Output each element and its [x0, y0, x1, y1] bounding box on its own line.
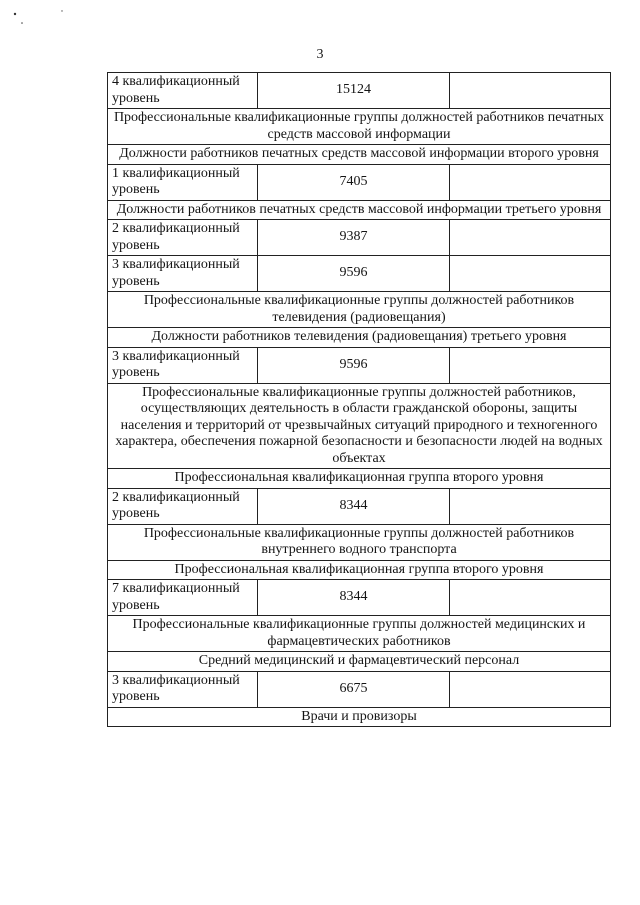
salary-table — [107, 72, 611, 727]
empty-cell — [450, 488, 611, 524]
qualification-level-label: 2 квалификационный уровень — [108, 488, 258, 524]
qualification-level-label: 1 квалификационный уровень — [108, 164, 258, 200]
qualification-level-label: 3 квалификационный уровень — [108, 256, 258, 292]
empty-cell — [450, 73, 611, 109]
heading-row — [108, 469, 611, 489]
heading-row — [108, 560, 611, 580]
group-heading: Должности работников печатных средств массовой информации второго уровня — [108, 145, 611, 165]
level-row — [108, 347, 611, 383]
heading-row — [108, 328, 611, 348]
salary-value: 9596 — [258, 347, 450, 383]
heading-row — [108, 616, 611, 652]
level-row — [108, 256, 611, 292]
qualification-level-label: 7 квалификационный уровень — [108, 580, 258, 616]
heading-row — [108, 652, 611, 672]
page-number: 3 — [316, 47, 324, 62]
empty-cell — [450, 347, 611, 383]
group-heading: Врачи и провизоры — [108, 707, 611, 727]
empty-cell — [450, 671, 611, 707]
level-row — [108, 580, 611, 616]
level-row — [108, 671, 611, 707]
qualification-level-label: 3 квалификационный уровень — [108, 347, 258, 383]
salary-value: 9596 — [258, 256, 450, 292]
empty-cell — [450, 220, 611, 256]
group-heading: Должности работников печатных средств массовой информации третьего уровня — [108, 200, 611, 220]
level-row — [108, 220, 611, 256]
empty-cell — [450, 164, 611, 200]
qualification-level-label: 2 квалификационный уровень — [108, 220, 258, 256]
group-heading: Профессиональные квалификационные группы должностей работников внутреннего водного транспорта — [108, 524, 611, 560]
group-heading: Профессиональная квалификационная группа второго уровня — [108, 560, 611, 580]
group-heading: Средний медицинский и фармацевтический персонал — [108, 652, 611, 672]
salary-value: 8344 — [258, 580, 450, 616]
salary-value: 7405 — [258, 164, 450, 200]
empty-cell — [450, 256, 611, 292]
salary-value: 15124 — [258, 73, 450, 109]
group-heading: Профессиональные квалификационные группы должностей медицинских и фармацевтических работников — [108, 616, 611, 652]
level-row — [108, 73, 611, 109]
level-row — [108, 488, 611, 524]
heading-row — [108, 292, 611, 328]
group-heading: Профессиональные квалификационные группы должностей работников, осуществляющих деятельность в области гражданской обороны, защиты населения и территорий от чрезвычайных ситуаций природного и техногенного характера, обеспечения пожарной безопасности и безопасности людей на водных объектах — [108, 383, 611, 469]
salary-value: 9387 — [258, 220, 450, 256]
heading-row — [108, 524, 611, 560]
heading-row — [108, 383, 611, 469]
group-heading: Профессиональная квалификационная группа второго уровня — [108, 469, 611, 489]
heading-row — [108, 145, 611, 165]
level-row — [108, 164, 611, 200]
heading-row — [108, 707, 611, 727]
table-body — [108, 73, 611, 727]
heading-row — [108, 200, 611, 220]
group-heading: Профессиональные квалификационные группы должностей работников печатных средств массовой информации — [108, 109, 611, 145]
empty-cell — [450, 580, 611, 616]
scan-specks — [12, 8, 72, 28]
qualification-level-label: 3 квалификационный уровень — [108, 671, 258, 707]
group-heading: Профессиональные квалификационные группы должностей работников телевидения (радиовещания) — [108, 292, 611, 328]
group-heading: Должности работников телевидения (радиовещания) третьего уровня — [108, 328, 611, 348]
salary-value: 8344 — [258, 488, 450, 524]
qualification-level-label: 4 квалификационный уровень — [108, 73, 258, 109]
heading-row — [108, 109, 611, 145]
salary-value: 6675 — [258, 671, 450, 707]
